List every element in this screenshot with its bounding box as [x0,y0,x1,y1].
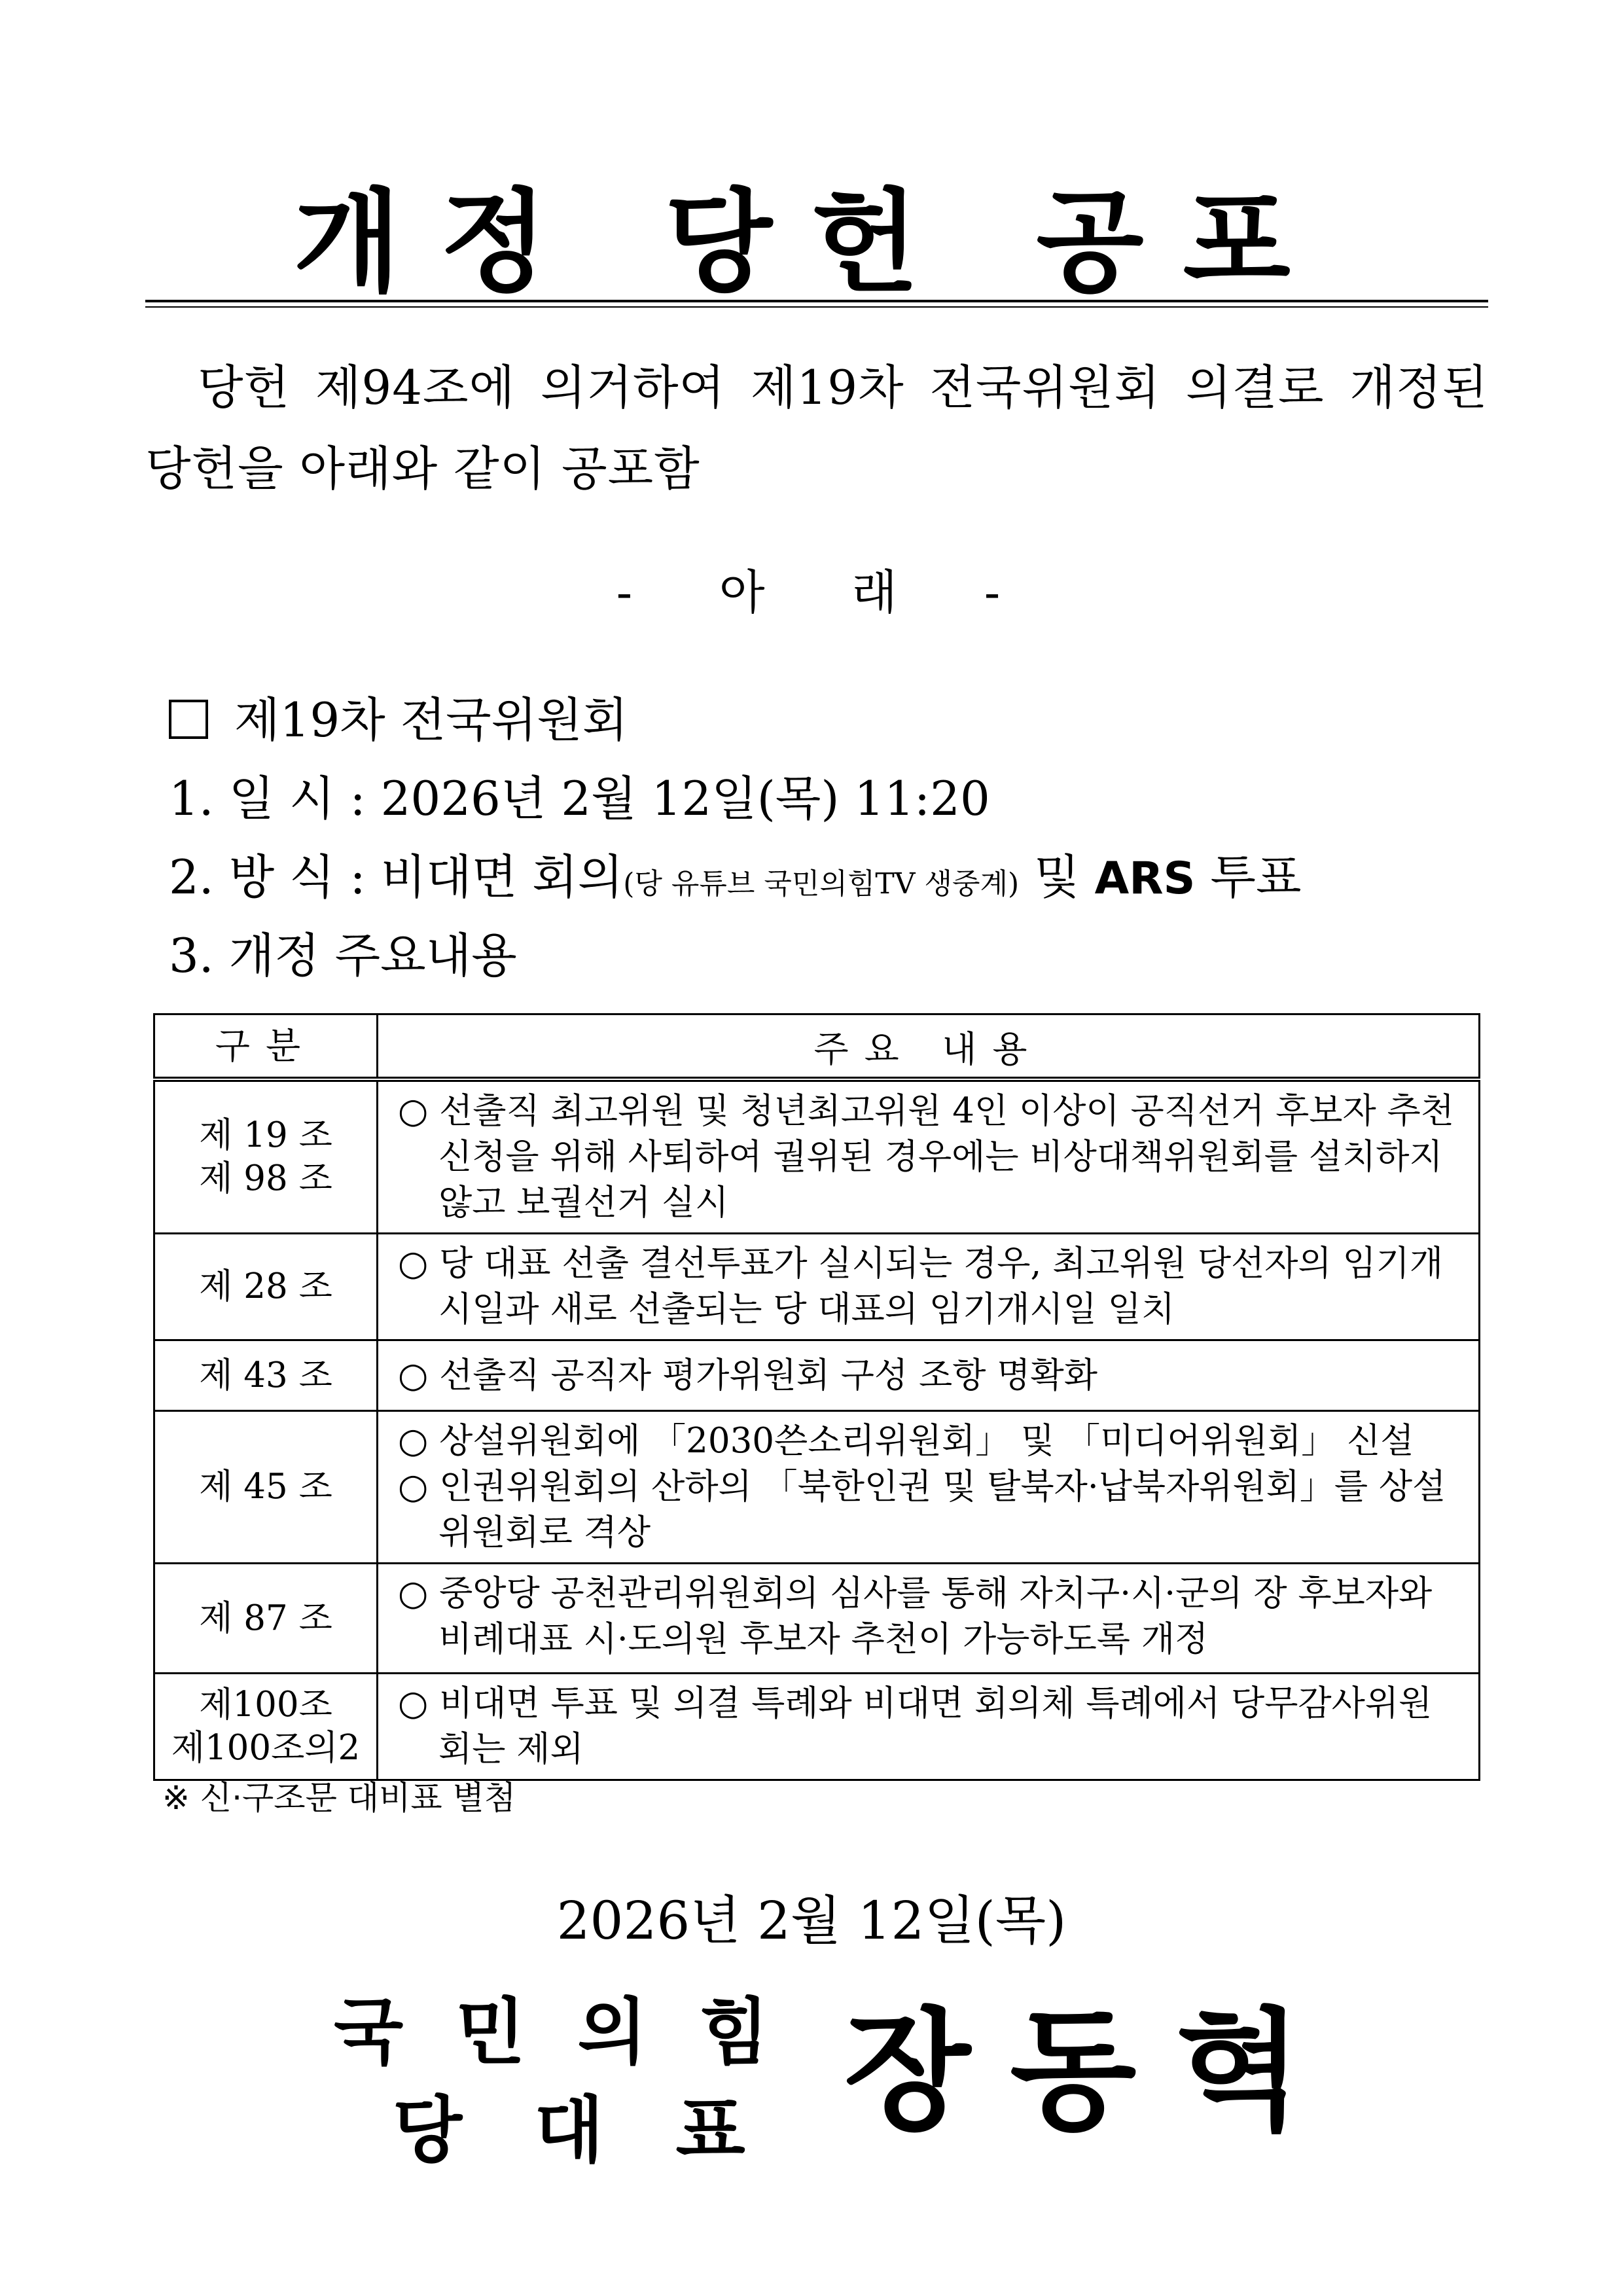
item-date: 1. 일 시 : 2026년 2월 12일(목) 11:20 [169,771,990,826]
content-bullet: ○ 중앙당 공천관리위원회의 심사를 통해 자치구·시·군의 장 후보자와 비례대표 시·도의원 후보자 추천이 가능하도록 개정 [398,1573,1433,1659]
footnote: ※ 신·구조문 대비표 별첨 [162,1779,516,1817]
method-note: (당 유튜브 국민의힘TV 생중계) [623,867,1020,901]
method-ars: ARS [1094,853,1196,905]
row-content [378,1234,1480,1340]
table-row [154,1564,1480,1674]
row-category [154,1564,378,1674]
content-bullet: ○ 상설위원회에 「2030쓴소리위원회」 및 「미디어위원회」 신설 [398,1421,1414,1461]
table-row [154,1674,1480,1780]
row-content [378,1411,1480,1564]
header-content: 주요 내용 [378,1014,1480,1080]
table-row [154,1079,1480,1234]
content-bullet: ○ 당 대표 선출 결선투표가 실시되는 경우, 최고위원 당선자의 임기개시일과 새로 선출되는 당 대표의 임기개시일 일치 [398,1244,1444,1329]
method-suffix: 및 [1019,850,1095,905]
row-content [378,1340,1480,1411]
content-bullet: ○ 인권위원회의 산하의 「북한인권 및 탈북자·납북자위원회」를 상설위원회로 격상 [398,1467,1446,1552]
method-prefix: 2. 방 식 : 비대면 회의 [169,850,624,905]
category-line: 제100조의2 [171,1728,361,1768]
below-heading: - 아 래 - [616,565,1007,620]
leader-name: 장동혁 [844,1994,1342,2148]
table-row [154,1340,1480,1411]
section-heading [169,687,628,753]
category-line: 제100조 [199,1685,332,1725]
item-method [169,844,1302,917]
content-bullet: ○ 선출직 공직자 평가위원회 구성 조항 명확화 [398,1355,1097,1395]
content-bullet: ○ 비대면 투표 및 의결 특례와 비대면 회의체 특례에서 당무감사위원회는 제외 [398,1683,1433,1769]
table-row [154,1234,1480,1340]
row-content [378,1674,1480,1780]
document-title: 개정 당헌 공포 [293,177,1330,308]
item-content-label: 3. 개정 주요내용 [169,928,517,983]
row-category [154,1340,378,1411]
row-category [154,1674,378,1780]
section-label: 제19차 전국위원회 [234,692,628,747]
category-line: 제 43 조 [199,1355,332,1395]
content-bullet: ○ 선출직 최고위원 및 청년최고위원 4인 이상이 공직선거 후보자 추천 신청을 위해 사퇴하여 궐위된 경우에는 비상대책위원회를 설치하지 않고 보궐선거 실시 [398,1091,1454,1223]
table-row [154,1411,1480,1564]
party-role: 당대표 [393,2089,817,2172]
header-category: 구분 [154,1014,378,1080]
row-category [154,1234,378,1340]
checkbox-icon [169,700,208,739]
publication-date: 2026년 2월 12일(목) [556,1890,1067,1951]
category-line: 제 28 조 [199,1266,332,1306]
row-content [378,1564,1480,1674]
method-end: 투표 [1195,850,1302,905]
row-category [154,1411,378,1564]
title-divider [145,300,1488,308]
category-line: 제 45 조 [199,1467,332,1507]
category-line: 제 98 조 [199,1158,332,1198]
category-line: 제 19 조 [199,1115,332,1155]
row-content [378,1079,1480,1234]
row-category [154,1079,378,1234]
amendments-table [153,1013,1480,1781]
intro-paragraph: 당헌 제94조에 의거하여 제19차 전국위원회 의결로 개정된 당헌을 아래와 같이 공포함 [145,360,1488,496]
party-name: 국민의힘 [334,1990,822,2074]
category-line: 제 87 조 [199,1598,332,1638]
